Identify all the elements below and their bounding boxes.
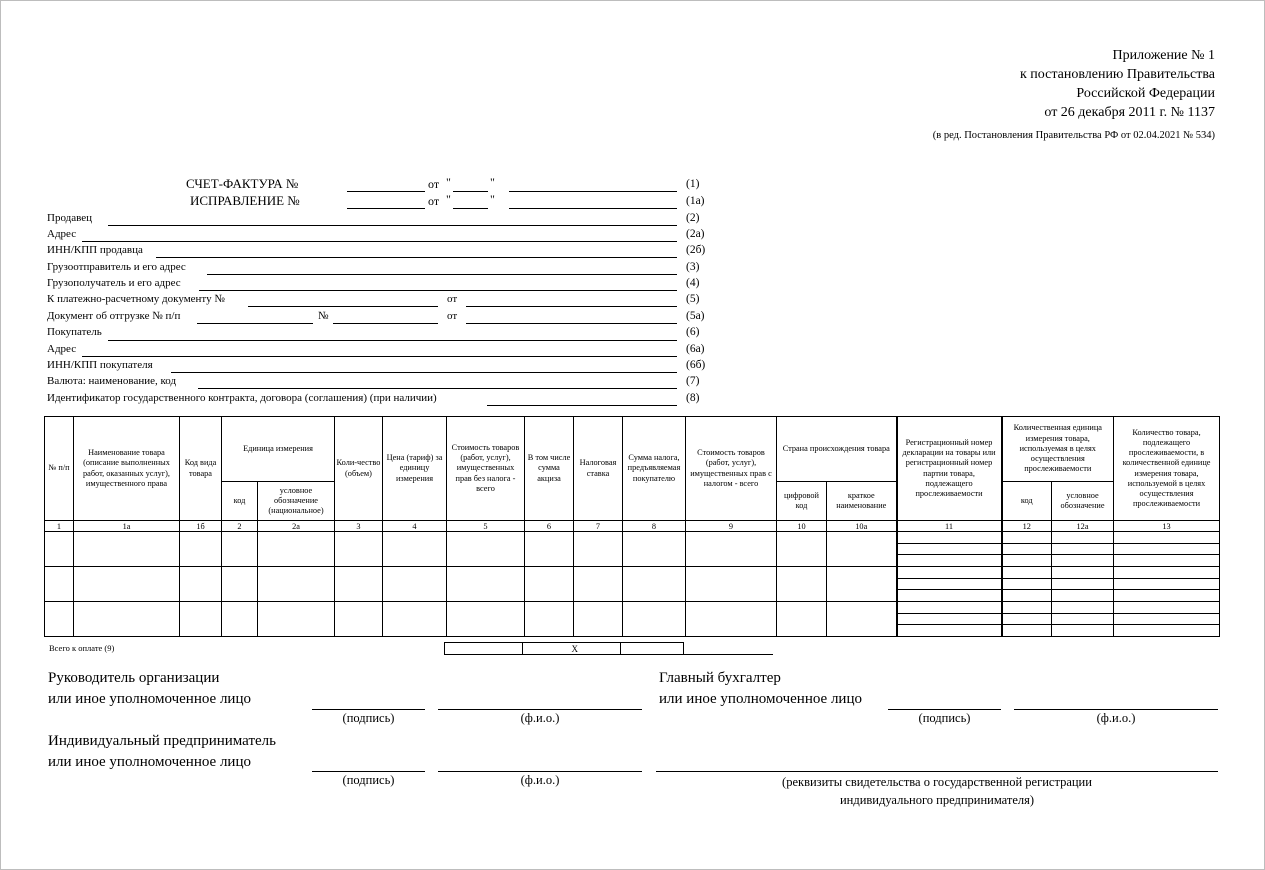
quote-open-2: " — [446, 192, 451, 206]
accountant-line-2: или иное уполномоченное лицо — [659, 691, 862, 707]
col-qty-header: Коли-чество (объем) — [335, 417, 383, 521]
head-fio-caption: (ф.и.о.) — [520, 711, 560, 725]
ip-requisites-line-2: индивидуального предпринимателя) — [839, 793, 1035, 807]
ip-fio-caption: (ф.и.о.) — [520, 773, 560, 787]
col-unit-name-header: условное обозначение (национальное) — [258, 482, 335, 521]
shipping-doc-line[interactable] — [197, 323, 313, 324]
column-number: 5 — [447, 521, 525, 532]
quote-open: " — [446, 175, 451, 189]
col-tax-rate-header: Налоговая ставка — [574, 417, 623, 521]
accountant-fio-caption: (ф.и.о.) — [1096, 711, 1136, 725]
seller-line[interactable] — [108, 225, 677, 226]
column-number: 12а — [1052, 521, 1114, 532]
col-trace-name-header: условное обозначение — [1052, 482, 1114, 521]
column-number: 2а — [258, 521, 335, 532]
code-1a: (1а) — [686, 195, 705, 207]
invoice-from-label: от — [428, 177, 440, 191]
code-5: (5) — [686, 293, 700, 305]
column-number: 10 — [777, 521, 827, 532]
ip-requisites-caption — [656, 773, 1218, 809]
head-signature-caption: (подпись) — [342, 711, 395, 725]
head-line-2: или иное уполномоченное лицо — [48, 691, 251, 707]
appendix-line-4: от 26 декабря 2011 г. № 1137 — [1044, 105, 1215, 120]
table-row[interactable] — [45, 532, 1220, 567]
column-number: 1 — [45, 521, 74, 532]
accountant-fio-line[interactable] — [1014, 709, 1218, 710]
column-numbers-row — [45, 521, 1220, 532]
col-cost-no-tax-header: Стоимость товаров (работ, услуг), имущественных прав без налога - всего — [447, 417, 525, 521]
correction-date-line[interactable] — [509, 208, 677, 209]
total-x-cell — [572, 643, 621, 655]
col-type-code-header: Код вида товара — [180, 417, 222, 521]
appendix-block — [1020, 46, 1215, 122]
buyer-inn-label: ИНН/КПП покупателя — [47, 359, 153, 371]
col-trace-qty-header: Количество товара, подлежащего прослеживаемости, в количественной единице измерения товара, используемой в целях осуществления прослеживаемости — [1114, 417, 1220, 521]
code-7: (7) — [686, 375, 700, 387]
col-country-name-header: краткое наименование — [827, 482, 897, 521]
quote-close-2: " — [490, 192, 495, 206]
column-number: 9 — [686, 521, 777, 532]
total-x-mark: X — [571, 643, 578, 654]
code-8: (8) — [686, 392, 700, 404]
col-unit-code-header: код — [222, 482, 258, 521]
seller-address-label: Адрес — [47, 228, 77, 240]
accountant-title — [659, 668, 862, 710]
shipping-doc-label: Документ об отгрузке № п/п — [47, 310, 181, 322]
payment-doc-label: К платежно-расчетному документу № — [47, 293, 225, 305]
shipping-from-label: от — [447, 310, 458, 322]
correction-title: ИСПРАВЛЕНИЕ № — [190, 193, 300, 208]
code-2: (2) — [686, 212, 700, 224]
col-cost-with-tax-header: Стоимость товаров (работ, услуг), имущественных прав с налогом - всего — [686, 417, 777, 521]
code-4: (4) — [686, 277, 700, 289]
invoice-day-line[interactable] — [453, 191, 488, 192]
shipping-date-line[interactable] — [466, 323, 677, 324]
shipper-label: Грузоотправитель и его адрес — [47, 261, 186, 273]
ip-requisites-line[interactable] — [656, 771, 1218, 772]
code-6a: (6а) — [686, 343, 705, 355]
payment-doc-line[interactable] — [248, 306, 438, 307]
invoice-number-line[interactable] — [347, 191, 425, 192]
buyer-label: Покупатель — [47, 326, 102, 338]
correction-number-line[interactable] — [347, 208, 425, 209]
ip-requisites-line-1: (реквизиты свидетельства о государственной регистрации — [782, 775, 1092, 789]
quote-close: " — [490, 175, 495, 189]
col-tax-sum-header: Сумма налога, предъявляемая покупателю — [623, 417, 686, 521]
col-country-header: Страна происхождения товара — [777, 417, 897, 482]
ip-fio-line[interactable] — [438, 771, 642, 772]
code-2a: (2а) — [686, 228, 705, 240]
column-number: 3 — [335, 521, 383, 532]
shipping-no-line[interactable] — [333, 323, 438, 324]
head-signature-line[interactable] — [312, 709, 425, 710]
shipper-line[interactable] — [207, 274, 677, 275]
total-cost-with-tax-line[interactable] — [620, 654, 773, 655]
ip-line-1: Индивидуальный предприниматель — [48, 733, 276, 749]
column-number: 10а — [827, 521, 897, 532]
col-name-header: Наименование товара (описание выполненных работ, оказанных услуг), имущественного права — [74, 417, 180, 521]
code-3: (3) — [686, 261, 700, 273]
code-6b: (6б) — [686, 359, 706, 371]
col-reg-number-header: Регистрационный номер декларации на товары или регистрационный номер партии товара, подлежащего прослеживаемости — [897, 417, 1002, 521]
seller-inn-line[interactable] — [156, 257, 677, 258]
ip-line-2: или иное уполномоченное лицо — [48, 754, 251, 770]
seller-inn-label: ИНН/КПП продавца — [47, 244, 143, 256]
currency-label: Валюта: наименование, код — [47, 375, 177, 387]
column-number: 13 — [1114, 521, 1220, 532]
column-number: 8 — [623, 521, 686, 532]
col-num-header: № п/п — [45, 417, 74, 521]
table-row[interactable] — [45, 602, 1220, 637]
accountant-signature-caption: (подпись) — [918, 711, 971, 725]
contract-id-label: Идентификатор государственного контракта, договора (соглашения) (при наличии) — [47, 392, 437, 404]
appendix-line-2: к постановлению Правительства — [1019, 67, 1215, 82]
col-unit-header: Единица измерения — [222, 417, 335, 482]
buyer-inn-line[interactable] — [171, 372, 677, 373]
ip-signature-line[interactable] — [312, 771, 425, 772]
head-fio-line[interactable] — [438, 709, 642, 710]
invoice-date-line[interactable] — [509, 191, 677, 192]
column-number: 1а — [74, 521, 180, 532]
col-price-header: Цена (тариф) за единицу измерения — [383, 417, 447, 521]
ip-title — [48, 731, 276, 773]
currency-line[interactable] — [198, 388, 677, 389]
code-1: (1) — [686, 178, 700, 190]
seller-address-line[interactable] — [82, 241, 677, 242]
accountant-signature-line[interactable] — [888, 709, 1001, 710]
total-tax-sum-cell[interactable] — [621, 643, 684, 655]
column-number: 6 — [525, 521, 574, 532]
buyer-address-label: Адрес — [47, 343, 77, 355]
column-number: 4 — [383, 521, 447, 532]
col-trace-unit-header: Количественная единица измерения товара, используемая в целях осуществления прослеживаемости — [1002, 417, 1114, 482]
code-5a: (5а) — [686, 310, 705, 322]
appendix-line-1: Приложение № 1 — [1112, 48, 1215, 63]
total-label: Всего к оплате (9) — [49, 643, 115, 653]
column-number: 12 — [1002, 521, 1052, 532]
goods-table — [44, 416, 1220, 637]
column-number: 7 — [574, 521, 623, 532]
code-2b: (2б) — [686, 244, 706, 256]
consignee-line[interactable] — [199, 290, 677, 291]
appendix-line-3: Российской Федерации — [1076, 86, 1215, 101]
col-excise-header: В том числе сумма акциза — [525, 417, 574, 521]
ip-signature-caption: (подпись) — [342, 773, 395, 787]
correction-day-line[interactable] — [453, 208, 488, 209]
invoice-title: СЧЕТ-ФАКТУРА № — [186, 176, 299, 191]
head-line-1: Руководитель организации — [48, 670, 220, 686]
contract-id-line[interactable] — [487, 405, 677, 406]
buyer-address-line[interactable] — [82, 356, 677, 357]
consignee-label: Грузополучатель и его адрес — [47, 277, 181, 289]
code-6: (6) — [686, 326, 700, 338]
accountant-line-1: Главный бухгалтер — [659, 670, 781, 686]
buyer-line[interactable] — [108, 340, 677, 341]
total-cost-no-tax-cell[interactable] — [445, 643, 523, 655]
shipping-no-label: № — [318, 310, 329, 322]
head-title — [48, 668, 251, 710]
seller-label: Продавец — [47, 212, 93, 224]
correction-from-label: от — [428, 194, 440, 208]
col-trace-code-header: код — [1002, 482, 1052, 521]
revision-note: (в ред. Постановления Правительства РФ от 02.04.2021 № 534) — [932, 130, 1215, 141]
col-country-code-header: цифровой код — [777, 482, 827, 521]
payment-date-line[interactable] — [466, 306, 677, 307]
column-number: 1б — [180, 521, 222, 532]
column-number: 11 — [897, 521, 1002, 532]
total-excise-cell — [523, 643, 572, 655]
column-number: 2 — [222, 521, 258, 532]
table-row[interactable] — [45, 567, 1220, 602]
payment-from-label: от — [447, 293, 458, 305]
